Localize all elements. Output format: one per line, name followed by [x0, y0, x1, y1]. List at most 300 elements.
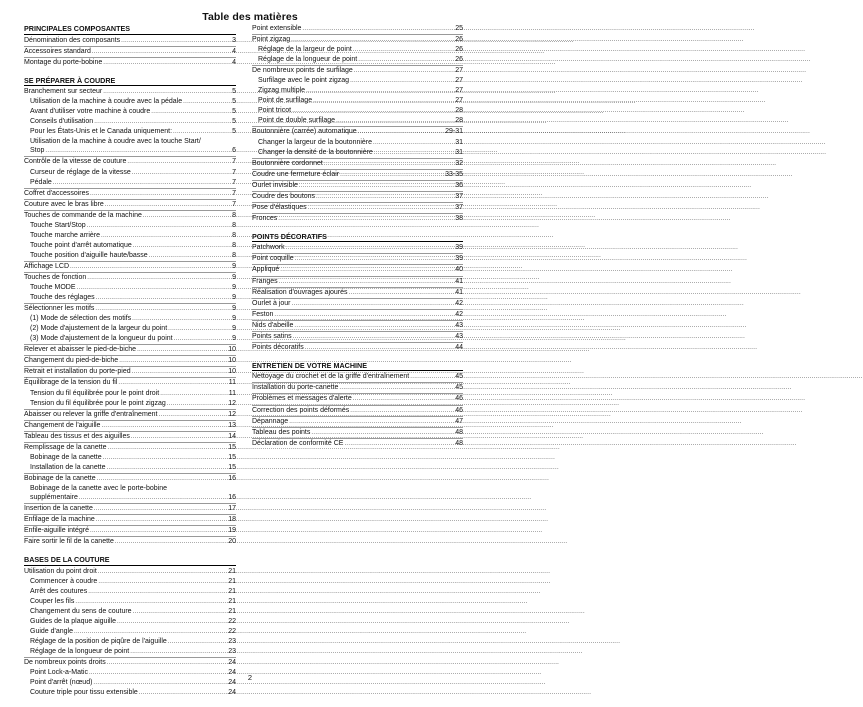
- dot-leader: [87, 222, 231, 231]
- dot-leader: [75, 598, 227, 607]
- dot-leader: [160, 390, 228, 399]
- dot-leader: [358, 56, 454, 65]
- dot-leader: [77, 284, 232, 293]
- toc-entry-page: 9: [232, 325, 236, 333]
- dot-leader: [97, 475, 228, 484]
- toc-entry-title: De nombreux points droits: [24, 659, 106, 667]
- dot-leader: [53, 179, 231, 188]
- toc-entry-abaisser-ou-relever-la-griffe-d-entraine[interactable]: [24, 409, 236, 420]
- toc-entry-title: Installation de la canette: [30, 463, 106, 471]
- toc-entry-changer-la-largeur-de-la-boutonniere[interactable]: [252, 138, 463, 148]
- toc-entry-page: 6: [232, 147, 236, 155]
- dot-leader: [168, 325, 231, 334]
- dot-leader: [294, 322, 454, 331]
- toc-entry-title: (3) Mode d'ajustement de la longueur du point: [30, 335, 173, 343]
- dot-leader: [168, 638, 227, 647]
- toc-entry-title: Dépannage: [252, 417, 289, 425]
- dot-leader: [131, 433, 227, 442]
- toc-entry-pose-d-elastiques[interactable]: [252, 202, 463, 213]
- dot-leader: [293, 333, 455, 342]
- toc-entry-page: 38: [455, 214, 463, 222]
- toc-entry-couture-avec-le-bras-libre[interactable]: [24, 199, 236, 210]
- toc-entry-page: 9: [232, 315, 236, 323]
- toc-entry-guides-de-la-plaque-aiguille[interactable]: [24, 617, 236, 627]
- toc-entry-coffret-d-accessoires[interactable]: [24, 188, 236, 199]
- toc-section: [24, 76, 236, 548]
- toc-entry-tableau-des-points[interactable]: [252, 427, 463, 438]
- toc-entry-page: 43: [455, 321, 463, 329]
- dot-leader: [87, 274, 231, 283]
- toc-entry-title: Faire sortir le fil de la canette: [24, 538, 114, 546]
- toc-entry-declaration-de-conformite-ce[interactable]: [252, 438, 463, 449]
- toc-entry-title: Point coquille: [252, 255, 294, 263]
- toc-entry-title: Dénomination des composants: [24, 36, 121, 44]
- dot-leader: [103, 59, 231, 68]
- dot-leader: [137, 346, 227, 355]
- toc-entry-title: Couper les fils: [30, 597, 75, 605]
- toc-entry-montage-du-porte-bobine[interactable]: [24, 57, 236, 68]
- toc-entry-installation-du-porte-canette[interactable]: [252, 382, 463, 393]
- toc-entry-accessoires-standard[interactable]: [24, 46, 236, 57]
- toc-entry-reglage-de-la-position-de-piqure-de-l-ai[interactable]: [24, 637, 236, 647]
- dot-leader: [280, 266, 454, 275]
- toc-entry-changement-du-sens-de-couture[interactable]: [24, 607, 236, 617]
- dot-leader: [94, 118, 231, 127]
- toc-entry-page: 24: [228, 669, 236, 677]
- toc-entry-page: 9: [232, 294, 236, 302]
- toc-section: [252, 24, 463, 224]
- toc-entry-title: Couture triple pour tissu extensible: [30, 689, 138, 697]
- toc-entry-page: 39: [455, 244, 463, 252]
- toc-entry-utilisation-du-point-droit[interactable]: [24, 567, 236, 577]
- dot-leader: [90, 190, 231, 199]
- toc-entry-page: 9: [232, 262, 236, 270]
- toc-entry-title: Nettoyage du crochet et de la griffe d'entraînement: [252, 373, 410, 381]
- toc-entry-nids-d-abeille[interactable]: [252, 320, 463, 331]
- toc-entry-page: 16: [228, 474, 236, 482]
- dot-leader: [286, 244, 455, 253]
- toc-entry-utilisation-de-la-machine-a-coudre-avec-[interactable]: [24, 137, 236, 146]
- toc-entry-franges[interactable]: [252, 276, 463, 287]
- toc-entry-page: 42: [455, 299, 463, 307]
- toc-entry-touche-des-reglages[interactable]: [24, 293, 236, 303]
- toc-entry-installation-de-la-canette[interactable]: [24, 463, 236, 473]
- toc-entry-title: Utilisation du point droit: [24, 567, 97, 575]
- toc-entry-page: 9: [232, 335, 236, 343]
- dot-leader: [105, 201, 231, 210]
- toc-entry-page: 31: [455, 138, 463, 146]
- toc-entry-couper-les-fils[interactable]: [24, 597, 236, 607]
- toc-entry-page: 24: [228, 689, 236, 697]
- toc-entry-page: 5: [232, 98, 236, 106]
- toc-entry-relever-et-abaisser-le-pied-de-biche[interactable]: [24, 344, 236, 355]
- toc-entry-arret-des-coutures[interactable]: [24, 587, 236, 597]
- toc-entry-page: 8: [232, 231, 236, 239]
- toc-entry-point-de-surfilage[interactable]: [252, 96, 463, 106]
- toc-entry-title: Ourlet invisible: [252, 181, 298, 189]
- dot-leader: [349, 289, 455, 298]
- toc-entry-page: 29-31: [445, 128, 463, 136]
- dot-leader: [121, 37, 231, 46]
- toc-entry-3-mode-d-ajustement-de-la-longueur-du-po[interactable]: [24, 334, 236, 344]
- toc-entry-title: Zigzag multiple: [258, 87, 306, 95]
- dot-leader: [151, 108, 231, 117]
- dot-leader: [95, 305, 231, 314]
- toc-entry-remplissage-de-la-canette[interactable]: [24, 442, 236, 453]
- toc-entry-title: Coffret d'accessoires: [24, 189, 90, 197]
- toc-entry-affichage-lcd[interactable]: [24, 261, 236, 272]
- toc-entry-bobinage-de-la-canette-avec-le-porte-bob[interactable]: [24, 484, 236, 493]
- toc-entry-page: 7: [232, 178, 236, 186]
- toc-entry-title: Bobinage de la canette: [30, 453, 102, 461]
- toc-entry-page: 10: [228, 368, 236, 376]
- dot-leader: [305, 344, 454, 353]
- toc-entry-title: Équilibrage de la tension du fil: [24, 379, 118, 387]
- toc-entry-page: 28: [455, 107, 463, 115]
- dot-leader: [98, 578, 227, 587]
- dot-leader: [103, 88, 231, 97]
- toc-entry-tension-du-fil-equilibree-pour-le-point-[interactable]: [24, 389, 236, 399]
- dot-leader: [133, 242, 231, 251]
- toc-entry-touche-mode[interactable]: [24, 283, 236, 293]
- dot-leader: [289, 418, 454, 427]
- toc-entry-title: Avant d'utiliser votre machine à coudre: [30, 108, 151, 116]
- toc-entry-page: 21: [228, 567, 236, 575]
- toc-entry-ourlet-a-jour[interactable]: [252, 298, 463, 309]
- toc-entry-boutonniere-carree-automatique[interactable]: [252, 126, 463, 137]
- toc-entry-page: 7: [232, 189, 236, 197]
- toc-entry-touche-point-d-arret-automatique[interactable]: [24, 241, 236, 251]
- dot-leader: [274, 311, 454, 320]
- toc-entry-title: Bobinage de la canette: [24, 474, 96, 482]
- toc-entry-title: Tableau des tissus et des aiguilles: [24, 432, 130, 440]
- toc-entry-title: Curseur de réglage de la vitesse: [30, 168, 131, 176]
- toc-entry-stop[interactable]: [24, 146, 236, 156]
- dot-leader: [90, 527, 227, 536]
- toc-entry-bobinage-de-la-canette[interactable]: [24, 473, 236, 484]
- toc-entry-page: 11: [228, 389, 236, 397]
- toc-entry-points-satins[interactable]: [252, 331, 463, 342]
- toc-entry-page: 45: [455, 384, 463, 392]
- toc-entry-commencer-a-coudre[interactable]: [24, 577, 236, 587]
- toc-entry-surfilage-avec-le-point-zigzag[interactable]: [252, 76, 463, 86]
- toc-entry-title: Point tricot: [258, 107, 292, 115]
- toc-entry-faire-sortir-le-fil-de-la-canette[interactable]: [24, 536, 236, 547]
- toc-entry-boutonniere-cordonnet[interactable]: [252, 158, 463, 169]
- toc-entry-title: Touches de fonction: [24, 273, 87, 281]
- toc-entry-retrait-et-installation-du-porte-pied[interactable]: [24, 366, 236, 377]
- toc-entry-page: 4: [232, 47, 236, 55]
- toc-entry-title: Coudre une fermeture éclair: [252, 170, 340, 178]
- toc-entry-title: Accessoires standard: [24, 47, 91, 55]
- toc-entry-enfile-aiguille-integre[interactable]: [24, 525, 236, 536]
- toc-entry-page: 46: [455, 395, 463, 403]
- toc-entry-supplementaire[interactable]: [24, 493, 236, 503]
- dot-leader: [139, 689, 227, 698]
- toc-entry-denomination-des-composants[interactable]: [24, 36, 236, 46]
- toc-entry-2-mode-d-ajustement-de-la-largeur-du-poi[interactable]: [24, 324, 236, 334]
- dot-leader: [410, 373, 454, 382]
- dot-leader: [159, 411, 228, 420]
- dot-leader: [115, 538, 227, 547]
- dot-leader: [149, 252, 231, 261]
- toc-entry-title: Touche position d'aiguille haute/basse: [30, 251, 148, 259]
- toc-entry-coudre-des-boutons[interactable]: [252, 191, 463, 202]
- toc-entry-page: 26: [455, 46, 463, 54]
- toc-entry-page: 15: [228, 453, 236, 461]
- toc-entry-page: 7: [232, 200, 236, 208]
- dot-leader: [103, 454, 228, 463]
- toc-entry-pedale[interactable]: [24, 178, 236, 188]
- toc-entry-title: Franges: [252, 277, 278, 285]
- toc-entry-title: Tension du fil équilibrée pour le point droit: [30, 389, 160, 397]
- toc-entry-depannage[interactable]: [252, 416, 463, 427]
- toc-entry-title: Relever et abaisser le pied-de-biche: [24, 346, 137, 354]
- toc-entry-points-decoratifs[interactable]: [252, 342, 463, 353]
- toc-entry-changement-de-l-aiguille[interactable]: [24, 420, 236, 431]
- toc-entry-point-de-double-surfilage[interactable]: [252, 116, 463, 126]
- dot-leader: [96, 516, 227, 525]
- section-heading: SE PRÉPARER À COUDRE: [24, 76, 236, 87]
- toc-entry-title: Abaisser ou relever la griffe d'entraînement: [24, 410, 158, 418]
- toc-entry-title: Touches de commande de la machine: [24, 211, 142, 219]
- dot-leader: [295, 255, 455, 264]
- toc-entry-patchwork[interactable]: [252, 243, 463, 253]
- dot-leader: [101, 232, 231, 241]
- toc-entry-title: Insertion de la canette: [24, 505, 93, 513]
- toc-entry-page: 8: [232, 221, 236, 229]
- toc-entry-page: 16: [228, 493, 236, 501]
- toc-entry-page: 3: [232, 36, 236, 44]
- toc-entry-title: Installation du porte-canette: [252, 384, 339, 392]
- toc-entry-page: 15: [228, 443, 236, 451]
- toc-entry-page: 47: [455, 417, 463, 425]
- toc-entry-de-nombreux-points-de-surfilage[interactable]: [252, 65, 463, 76]
- toc-entry-title: Guide d'angle: [30, 627, 73, 635]
- toc-entry-page: 48: [455, 428, 463, 436]
- toc-entry-touches-de-commande-de-la-machine[interactable]: [24, 210, 236, 221]
- toc-entry-point-extensible[interactable]: [252, 24, 463, 34]
- dot-leader: [336, 117, 454, 126]
- dot-leader: [132, 315, 231, 324]
- toc-entry-title: Réglage de la longueur de point: [30, 648, 130, 656]
- dot-leader: [311, 429, 454, 438]
- toc-entry-page: 39: [455, 255, 463, 263]
- dot-leader: [358, 128, 444, 137]
- toc-entry-point-zigzag[interactable]: [252, 34, 463, 45]
- toc-entry-title: Point extensible: [252, 25, 302, 32]
- toc-entry-page: 5: [232, 128, 236, 136]
- section-heading: ENTRETIEN DE VOTRE MACHINE: [252, 361, 463, 372]
- dot-leader: [45, 147, 231, 156]
- toc-entry-page: 36: [455, 181, 463, 189]
- toc-entry-title: Réalisation d'ouvrages ajourés: [252, 288, 348, 296]
- toc-entry-title: Nids d'abeille: [252, 321, 294, 329]
- dot-leader: [306, 87, 454, 96]
- toc-entry-conseils-d-utilisation[interactable]: [24, 117, 236, 127]
- toc-entry-ourlet-invisible[interactable]: [252, 180, 463, 191]
- toc-entry-pour-les-etats-unis-et-le-canada-uniquem[interactable]: [24, 127, 236, 137]
- toc-entry-page: 28: [455, 117, 463, 125]
- toc-entry-page: 43: [455, 332, 463, 340]
- dot-leader: [350, 407, 454, 416]
- toc-entry-title: Utilisation de la machine à coudre avec la touche Start/: [30, 138, 201, 146]
- toc-entry-zigzag-multiple[interactable]: [252, 86, 463, 96]
- toc-entry-selectionner-les-motifs[interactable]: [24, 303, 236, 314]
- dot-leader: [353, 395, 454, 404]
- dot-leader: [350, 77, 454, 86]
- toc-entry-page: 27: [455, 77, 463, 85]
- section-heading: PRINCIPALES COMPOSANTES: [24, 24, 236, 35]
- toc-entry-title: (2) Mode d'ajustement de la largeur du point: [30, 325, 168, 333]
- toc-entry-page: 45: [455, 373, 463, 381]
- section-heading: BASES DE LA COUTURE: [24, 555, 236, 566]
- toc-entry-de-nombreux-points-droits[interactable]: [24, 657, 236, 668]
- toc-entry-page: 24: [228, 679, 236, 687]
- toc-entry-touche-start-stop[interactable]: [24, 221, 236, 231]
- page-number: 2: [247, 673, 253, 682]
- toc-entry-nettoyage-du-crochet-et-de-la-griffe-d-e[interactable]: [252, 372, 463, 382]
- toc-entry-reglage-de-la-longueur-de-point[interactable]: [252, 55, 463, 65]
- toc-entry-changement-du-pied-de-biche[interactable]: [24, 355, 236, 366]
- toc-entry-reglage-de-la-longueur-de-point[interactable]: [24, 647, 236, 657]
- dot-leader: [133, 608, 228, 617]
- toc-entry-page: 41: [455, 277, 463, 285]
- dot-leader: [101, 422, 227, 431]
- toc-entry-page: 8: [232, 211, 236, 219]
- toc-entry-page: 21: [228, 577, 236, 585]
- toc-entry-page: 15: [228, 463, 236, 471]
- toc-entry-enfilage-de-la-machine[interactable]: [24, 514, 236, 525]
- toc-entry-page: 7: [232, 158, 236, 166]
- toc-entry-title: Réglage de la largeur de point: [258, 46, 352, 54]
- dot-leader: [353, 46, 454, 55]
- toc-entry-page: 12: [228, 410, 236, 418]
- toc-entry-curseur-de-reglage-de-la-vitesse[interactable]: [24, 168, 236, 178]
- toc-entry-page: 27: [455, 97, 463, 105]
- toc-section: [252, 232, 463, 353]
- toc-entry-page: 46: [455, 406, 463, 414]
- toc-entry-page: 21: [228, 587, 236, 595]
- toc-entry-1-mode-de-selection-des-motifs[interactable]: [24, 314, 236, 324]
- toc-entry-page: 10: [228, 357, 236, 365]
- toc-entry-page: 26: [455, 36, 463, 44]
- toc-entry-page: 5: [232, 108, 236, 116]
- toc-entry-title: Enfile-aiguille intégré: [24, 527, 89, 535]
- toc-entry-title: Sélectionner les motifs: [24, 305, 95, 313]
- toc-entry-touche-marche-arriere[interactable]: [24, 231, 236, 241]
- dot-leader: [279, 278, 455, 287]
- toc-entry-title: Utilisation de la machine à coudre avec la pédale: [30, 98, 183, 106]
- dot-leader: [354, 67, 454, 76]
- dot-leader: [174, 335, 231, 344]
- dot-leader: [291, 36, 454, 45]
- dot-leader: [340, 171, 444, 180]
- toc-entry-page: 44: [455, 343, 463, 351]
- toc-entry-page: 22: [228, 627, 236, 635]
- dot-leader: [373, 139, 454, 148]
- toc-entry-feston[interactable]: [252, 309, 463, 320]
- toc-entry-coudre-une-fermeture-eclair[interactable]: [252, 169, 463, 180]
- toc-entry-fronces[interactable]: [252, 213, 463, 224]
- dot-leader: [70, 263, 231, 272]
- toc-entry-correction-des-points-deformes[interactable]: [252, 405, 463, 416]
- toc-entry-page: 18: [228, 516, 236, 524]
- toc-entry-title: Patchwork: [252, 244, 285, 252]
- toc-entry-page: 24: [228, 659, 236, 667]
- dot-leader: [339, 384, 454, 393]
- toc-entry-title: De nombreux points de surfilage: [252, 67, 353, 75]
- toc-section: [24, 24, 236, 68]
- toc-entry-page: 8: [232, 241, 236, 249]
- toc-entry-problemes-et-messages-d-alerte[interactable]: [252, 393, 463, 404]
- toc-entry-changer-la-densite-de-la-boutonniere[interactable]: [252, 148, 463, 158]
- toc-entry-branchement-sur-secteur[interactable]: [24, 87, 236, 97]
- toc-entry-page: 23: [228, 648, 236, 656]
- dot-leader: [94, 505, 227, 514]
- toc-entry-controle-de-la-vitesse-de-couture[interactable]: [24, 156, 236, 167]
- toc-entry-page: 13: [228, 421, 236, 429]
- toc-entry-touche-position-d-aiguille-haute-basse[interactable]: [24, 251, 236, 261]
- toc-entry-title: Appliqué: [252, 266, 280, 274]
- toc-entry-couture-triple-pour-tissu-extensible[interactable]: [24, 688, 236, 698]
- toc-entry-page: 25: [455, 25, 463, 32]
- toc-entry-page: 12: [228, 399, 236, 407]
- toc-entry-point-coquille[interactable]: [252, 253, 463, 264]
- toc-entry-title: Correction des points déformés: [252, 406, 350, 414]
- dot-leader: [79, 494, 227, 503]
- toc-entry-bobinage-de-la-canette[interactable]: [24, 453, 236, 463]
- toc-entry-point-tricot[interactable]: [252, 106, 463, 116]
- toc-entry-guide-d-angle[interactable]: [24, 627, 236, 637]
- dot-leader: [117, 618, 227, 627]
- dot-leader: [98, 568, 227, 577]
- toc-entry-title: Changer la densité de la boutonnière: [258, 148, 373, 156]
- toc-entry-page: 9: [232, 305, 236, 313]
- page-title: Table des matières: [202, 11, 298, 23]
- dot-leader: [92, 48, 231, 57]
- toc-entry-utilisation-de-la-machine-a-coudre-avec-[interactable]: [24, 97, 236, 107]
- toc-entry-title: Réglage de la longueur de point: [258, 56, 358, 64]
- toc-entry-touches-de-fonction[interactable]: [24, 272, 236, 283]
- toc-entry-page: 22: [228, 617, 236, 625]
- toc-entry-page: 19: [228, 527, 236, 535]
- toc-entry-title: Touche point d'arrêt automatique: [30, 241, 132, 249]
- toc-entry-realisation-d-ouvrages-ajoures[interactable]: [252, 287, 463, 298]
- toc-entry-insertion-de-la-canette[interactable]: [24, 503, 236, 514]
- dot-leader: [132, 368, 228, 377]
- dot-leader: [183, 98, 231, 107]
- toc-entry-title: Changement du pied-de-biche: [24, 357, 119, 365]
- dot-leader: [308, 204, 455, 213]
- toc-entry-title: Points décoratifs: [252, 343, 304, 351]
- toc-entry-title: Surfilage avec le point zigzag: [258, 77, 350, 85]
- dot-leader: [74, 628, 227, 637]
- toc-entry-avant-d-utiliser-votre-machine-a-coudre[interactable]: [24, 107, 236, 117]
- toc-entry-page: 27: [455, 87, 463, 95]
- toc-entry-page: 4: [232, 58, 236, 66]
- toc-entry-page: 20: [228, 538, 236, 546]
- toc-entry-tableau-des-tissus-et-des-aiguilles[interactable]: [24, 431, 236, 442]
- toc-entry-equilibrage-de-la-tension-du-fil[interactable]: [24, 377, 236, 388]
- toc-entry-title: Contrôle de la vitesse de couture: [24, 158, 127, 166]
- toc-entry-title: Conseils d'utilisation: [30, 118, 94, 126]
- toc-entry-page: 40: [455, 266, 463, 274]
- toc-entry-tension-du-fil-equilibree-pour-le-point-[interactable]: [24, 399, 236, 409]
- toc-entry-reglage-de-la-largeur-de-point[interactable]: [252, 45, 463, 55]
- toc-entry-applique[interactable]: [252, 264, 463, 275]
- toc-entry-page: 26: [455, 56, 463, 64]
